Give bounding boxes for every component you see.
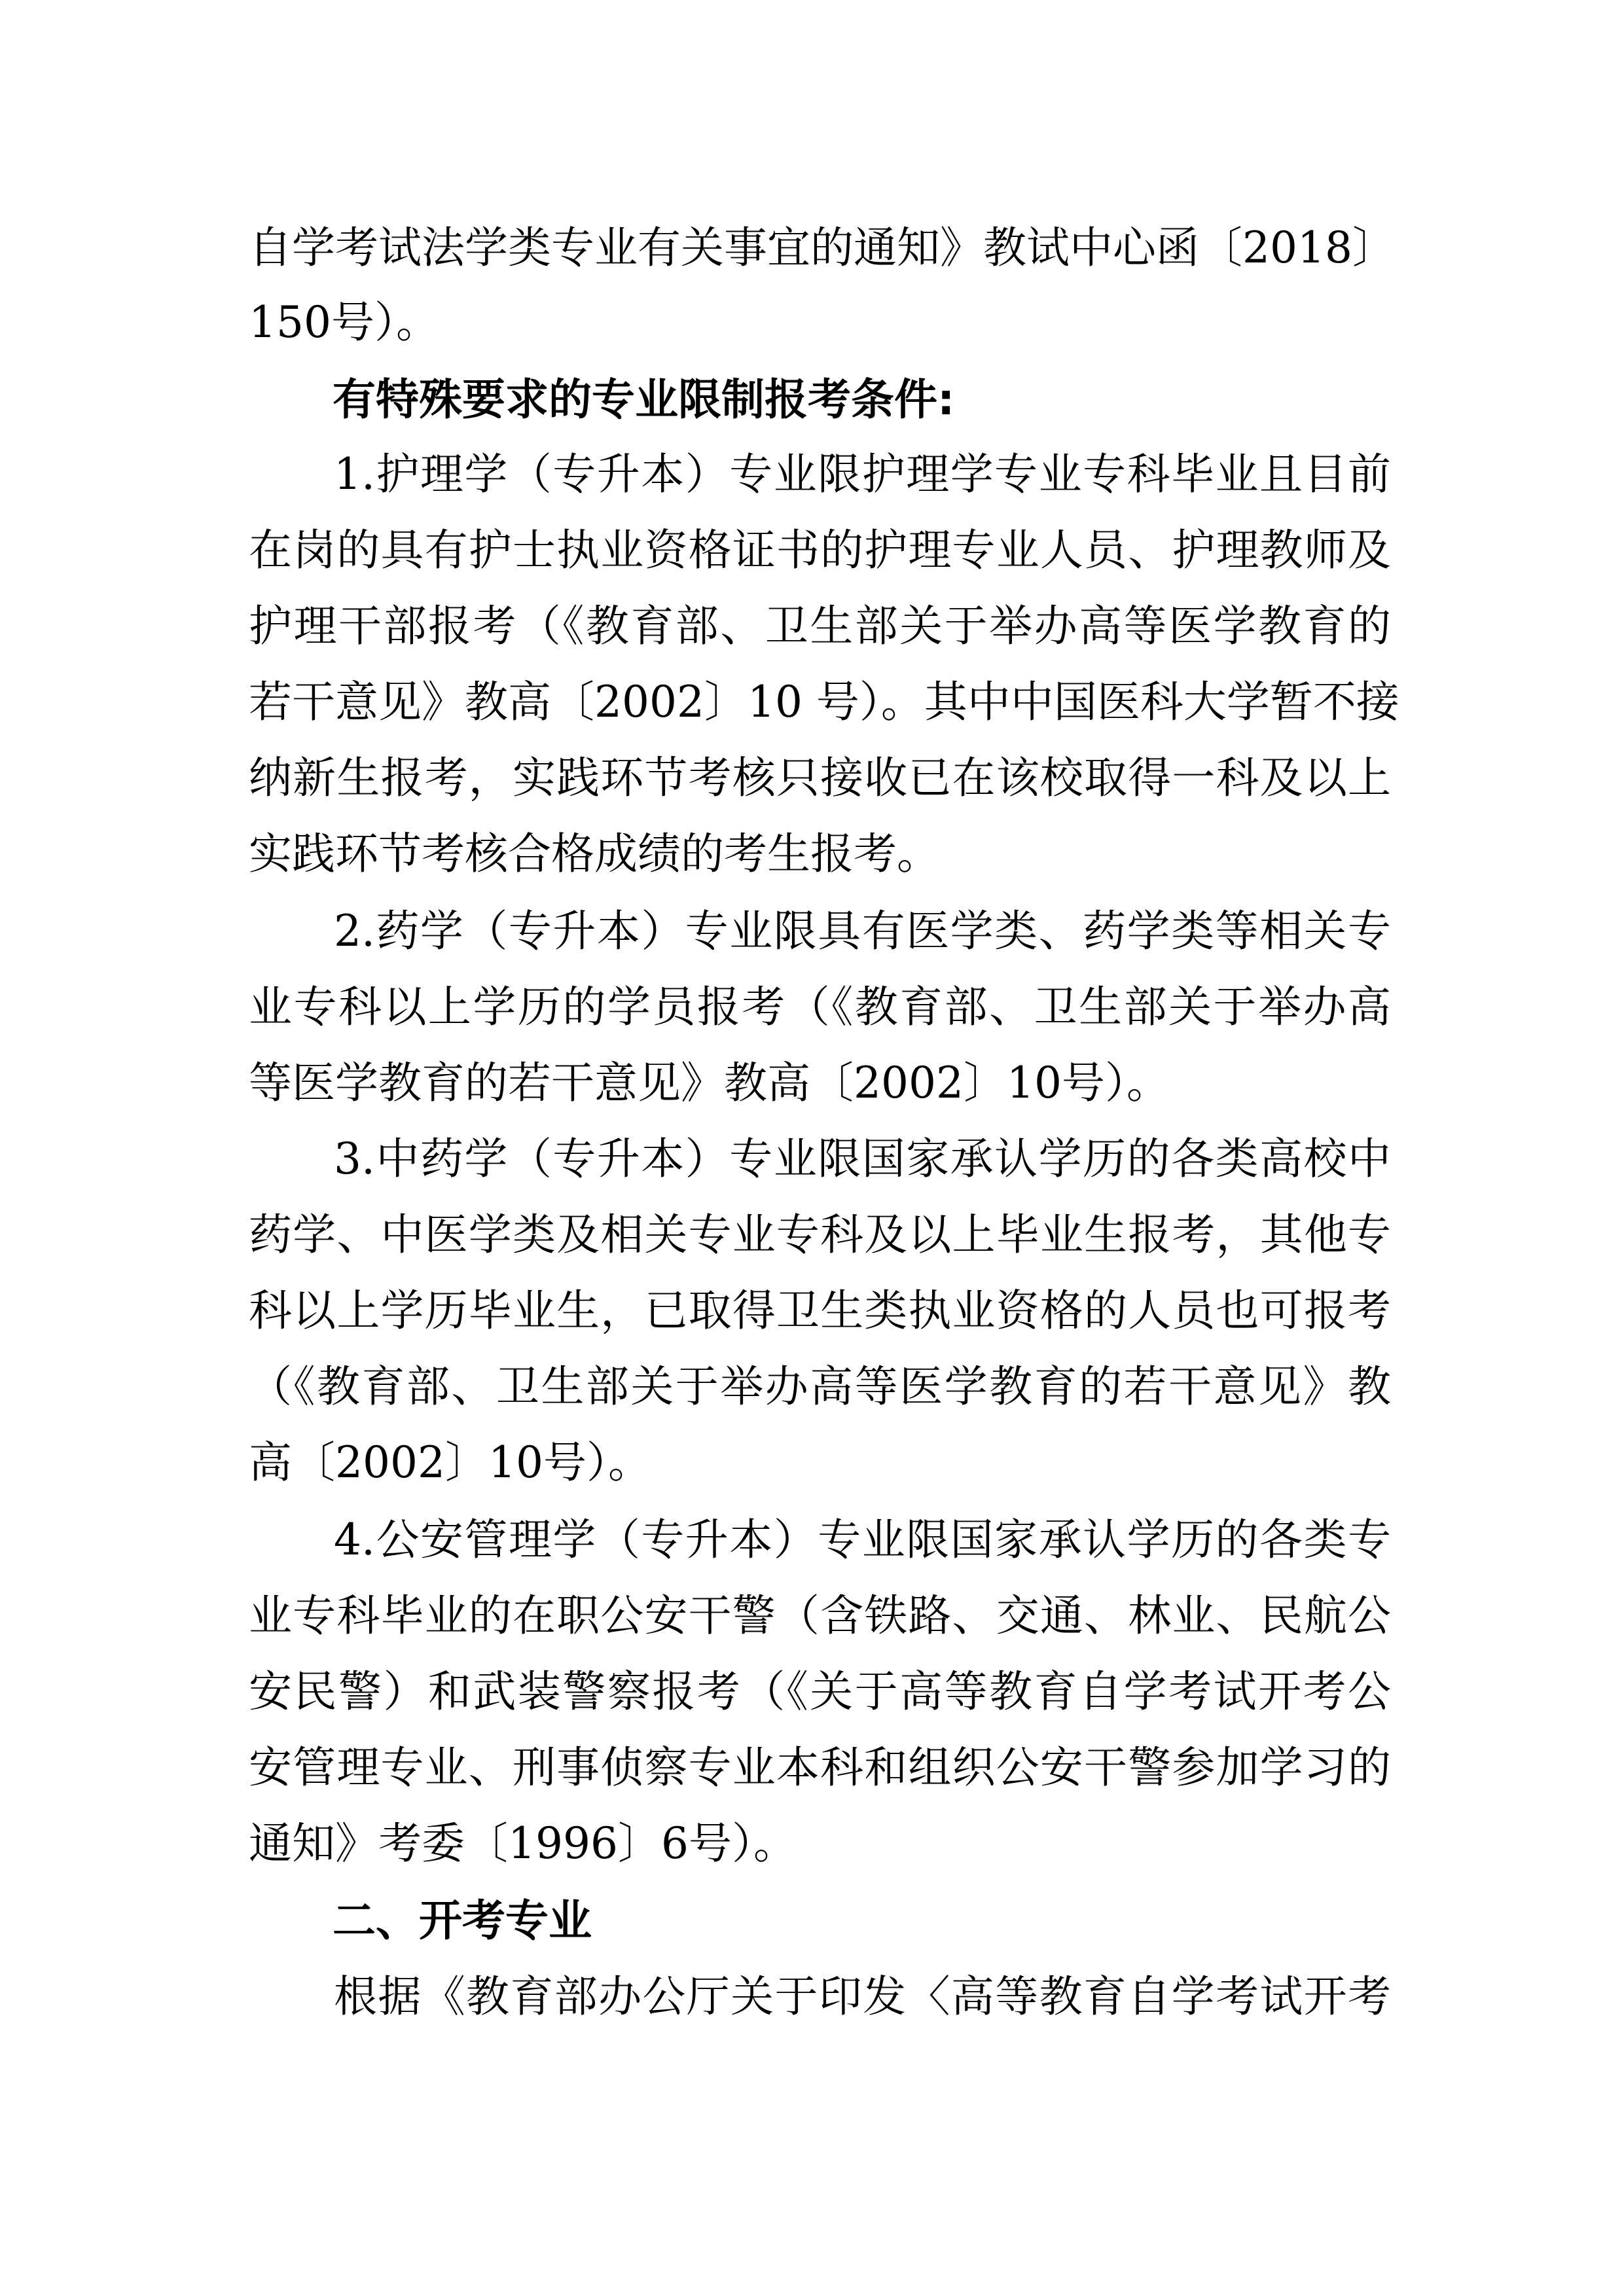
text-line: 3.中药学（专升本）专业限国家承认学历的各类高校中 <box>334 1134 1391 1184</box>
text-line: 安管理专业、刑事侦察专业本科和组织公安干警参加学习的 <box>249 1742 1391 1793</box>
text-line: 根据《教育部办公厅关于印发〈高等教育自学考试开考 <box>334 1971 1391 2022</box>
text-line: 科以上学历毕业生，已取得卫生类执业资格的人员也可报考 <box>249 1285 1391 1336</box>
text-line: 护理干部报考（《教育部、卫生部关于举办高等医学教育的 <box>249 601 1391 651</box>
text-line: 4.公安管理学（专升本）专业限国家承认学历的各类专 <box>334 1515 1391 1565</box>
text-line: 业专科以上学历的学员报考（《教育部、卫生部关于举办高 <box>249 982 1391 1032</box>
text-line: 1.护理学（专升本）专业限护理学专业专科毕业且目前 <box>334 449 1391 499</box>
section-subheading: 有特殊要求的专业限制报考条件: <box>333 374 955 425</box>
text-line: 2.药学（专升本）专业限具有医学类、药学类等相关专 <box>334 906 1391 956</box>
text-line: 在岗的具有护士执业资格证书的护理专业人员、护理教师及 <box>249 525 1391 575</box>
text-line: 高〔2002〕10号）。 <box>249 1437 651 1488</box>
text-line: 等医学教育的若干意见》教高〔2002〕10号）。 <box>249 1058 1170 1108</box>
section-heading: 二、开考专业 <box>333 1895 592 1946</box>
text-line: 安民警）和武装警察报考（《关于高等教育自学考试开考公 <box>249 1666 1391 1717</box>
text-line: 业专科毕业的在职公安干警（含铁路、交通、林业、民航公 <box>249 1590 1391 1641</box>
text-line: （《教育部、卫生部关于举办高等医学教育的若干意见》教 <box>249 1361 1391 1412</box>
text-line: 若干意见》教高〔2002〕10 号）。其中中国医科大学暂不接 <box>249 677 1399 727</box>
text-line: 自学考试法学类专业有关事宜的通知》教试中心函〔2018〕 <box>249 223 1396 273</box>
text-line: 纳新生报考，实践环节考核只接收已在该校取得一科及以上 <box>249 753 1391 803</box>
text-line: 通知》考委〔1996〕6号）。 <box>249 1818 797 1869</box>
text-line: 实践环节考核合格成绩的考生报考。 <box>249 829 940 879</box>
text-line: 药学、中医学类及相关专业专科及以上毕业生报考，其他专 <box>249 1210 1391 1260</box>
text-line: 150号）。 <box>249 297 439 348</box>
